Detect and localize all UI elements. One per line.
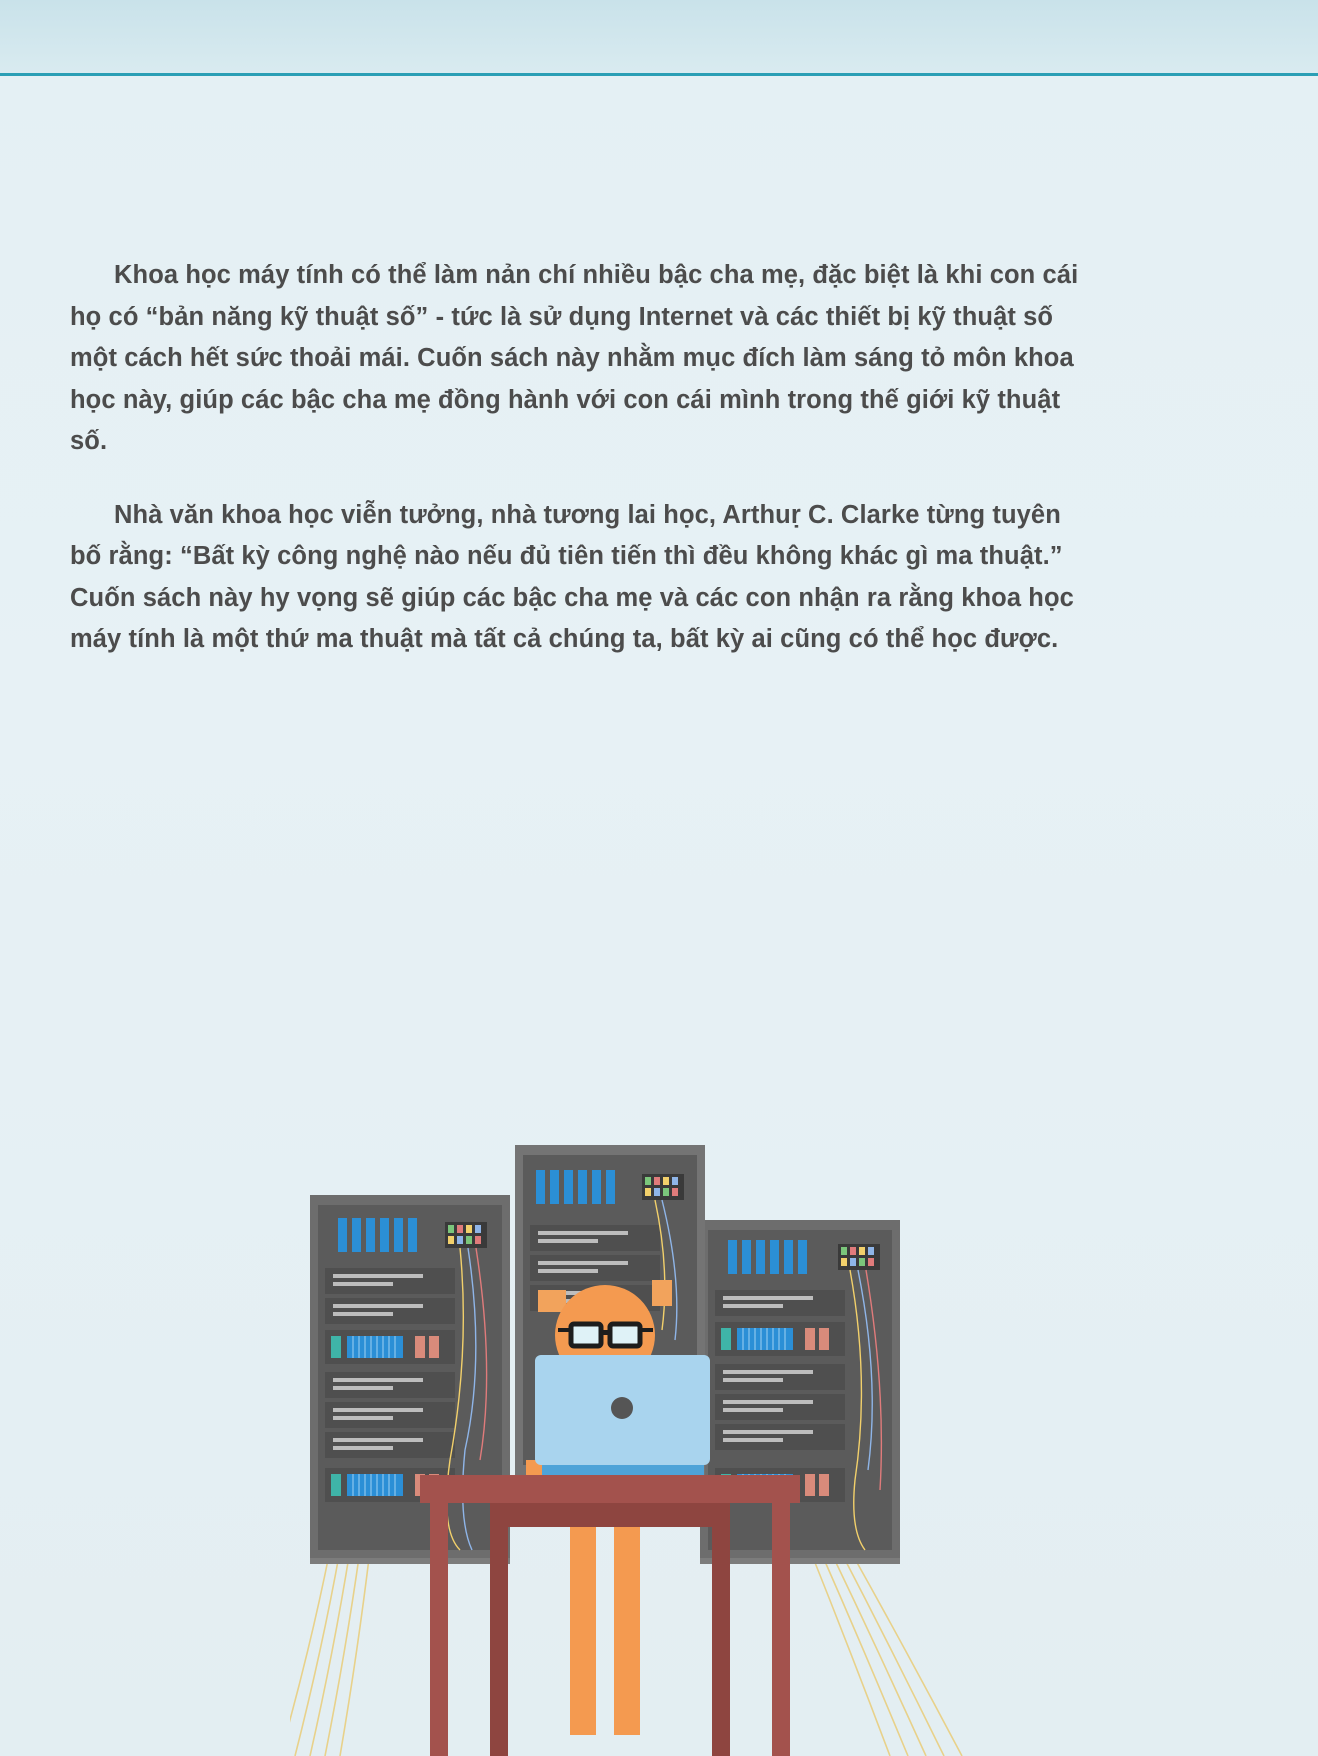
- header-rule: [0, 73, 1318, 76]
- body-text: [70, 255, 1090, 661]
- server-rack-left-icon: [310, 1195, 510, 1564]
- paragraph-1: Khoa học máy tính có thể làm nản chí nhiều bậc cha mẹ, đặc biệt là khi con cái họ có “bản năng kỹ thuật số” - tức là sử dụng Internet và các thiết bị kỹ thuật số một cách hết sức thoải mái. Cuốn sách này nhằm mục đích làm sáng tỏ môn khoa học này, giúp các bậc cha mẹ đồng hành với con cái mình trong thế giới kỹ thuật số.: [70, 261, 1079, 455]
- paragraph-2: Nhà văn khoa học viễn tưởng, nhà tương lai học, Arthuṛ C. Clarke từng tuyên bố rằng: “Bất kỳ công nghệ nào nếu đủ tiên tiến thì đều không khác gì ma thuật.” Cuốn sách này hy vọng sẽ giúp các bậc cha mẹ và các con nhận ra rằng khoa học máy tính là một thứ ma thuật mà tất cả chúng ta, bất kỳ ai cũng có thể học được.: [70, 500, 1074, 653]
- header-band: [0, 0, 1318, 74]
- server-room-illustration: [290, 1130, 970, 1756]
- laptop-icon: [535, 1355, 710, 1475]
